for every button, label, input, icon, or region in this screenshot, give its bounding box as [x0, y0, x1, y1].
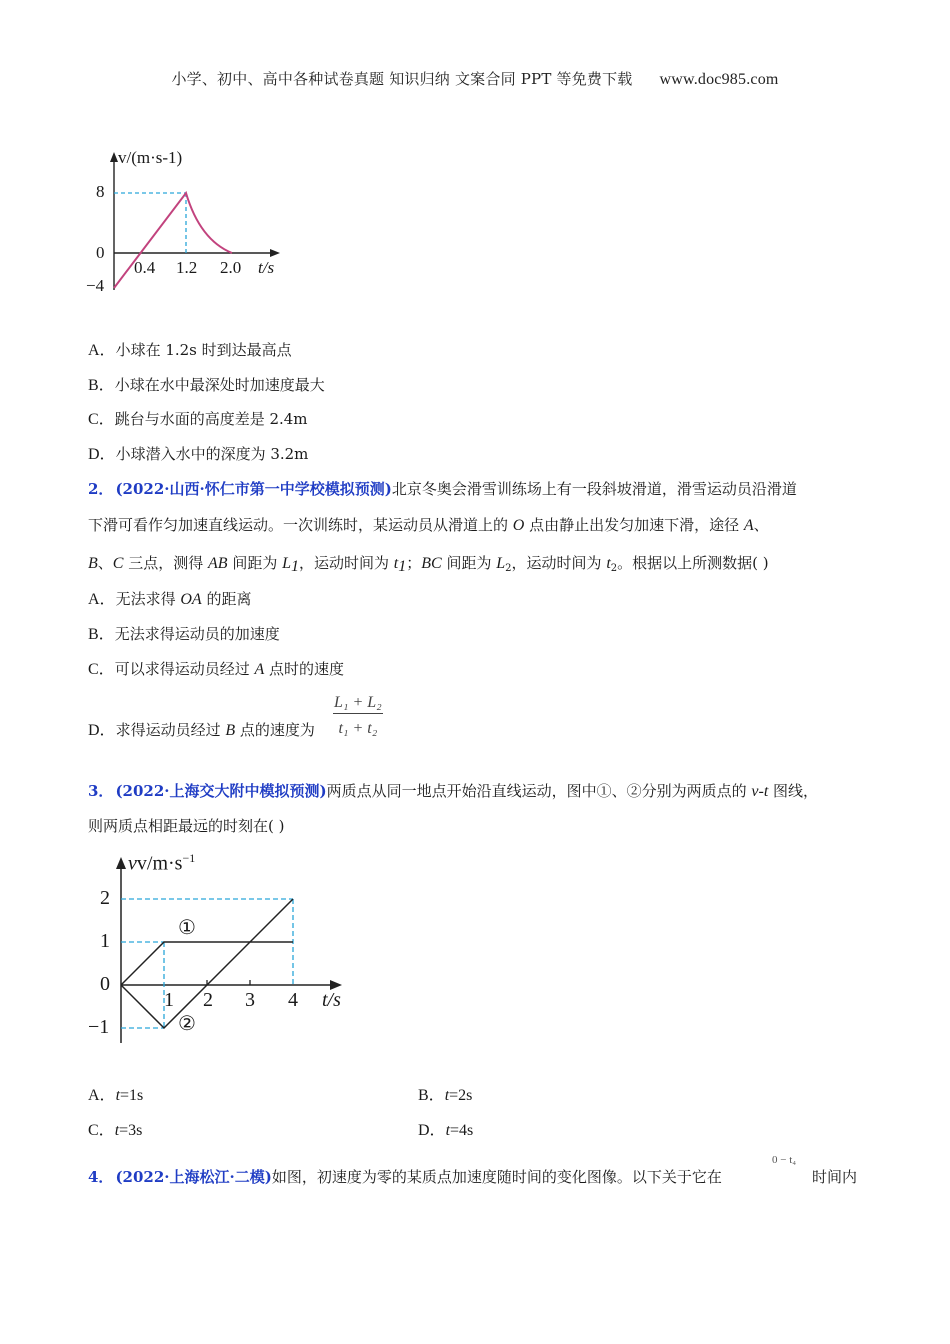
page-header [0, 68, 950, 89]
header-text: 小学、初中、高中各种试卷真题 知识归纳 文案合同 PPT 等免费下载 [171, 70, 633, 88]
q1-ylabel: v/(m·s-1) [118, 148, 183, 167]
q1-vt-chart [86, 140, 310, 300]
q3-xtick-1: 1 [164, 989, 174, 1011]
q1-ytick-8: 8 [96, 182, 105, 201]
q3-xtick-4: 4 [288, 989, 298, 1011]
q3-ylabel: $vv/m\cdot s^{-1}$ [128, 851, 196, 875]
q4-time-range: 0 − t₄ [772, 1154, 797, 1166]
q3-option-a[interactable]: A．t=1s [88, 1087, 144, 1104]
q2-stem-line3: B、C 三点，测得 AB 间距为 $L_1$，运动时间为 $t_1$；BC 间距为 $L_2$，运动时间为 $t_2$。根据以上所测数据( ) [88, 554, 769, 575]
q3-ytick-0: 0 [100, 973, 110, 995]
q1-ytick-0: 0 [96, 243, 105, 262]
q4-stem-line1: 4． (2022·上海松江·二模)如图，初速度为零的某质点加速度随时间的变化图像。以下关于它在 [88, 1168, 722, 1186]
q3-ytick-1: 1 [100, 930, 110, 952]
q2-option-c[interactable]: C．可以求得运动员经过 A 点时的速度 [88, 660, 345, 678]
q3-series1-label: ① [178, 915, 196, 939]
q3-vt-chart [90, 843, 360, 1053]
q3-option-b[interactable]: B．t=2s [418, 1087, 473, 1104]
q3-option-d[interactable]: D．t=4s [418, 1122, 474, 1139]
q1-xtick-1.2: 1.2 [176, 258, 198, 277]
q3-series2-label: ② [178, 1011, 196, 1035]
q1-xtick-2.0: 2.0 [220, 258, 242, 277]
q2-stem-line2: 下滑可看作匀加速直线运动。一次训练时，某运动员从滑道上的 O 点由静止出发匀加速下滑，途径 A、 [88, 516, 769, 534]
q3-xtick-2: 2 [203, 989, 213, 1011]
q1-option-b[interactable]: B．小球在水中最深处时加速度最大 [88, 376, 325, 394]
q2-option-b[interactable]: B．无法求得运动员的加速度 [88, 625, 280, 643]
q3-stem-line1: 3． (2022·上海交大附中模拟预测)两质点从同一地点开始沿直线运动，图中①、②分别为两质点的 v-t 图线， [88, 782, 819, 800]
q3-xlabel: t/s [322, 989, 341, 1011]
q1-xlabel: t/s [258, 258, 275, 277]
q2-stem-line1: 2． (2022·山西·怀仁市第一中学校模拟预测)北京冬奥会滑雪训练场上有一段斜坡滑道，滑雪运动员沿滑道 [88, 480, 797, 498]
q1-option-d[interactable]: D．小球潜入水中的深度为 3.2m [88, 445, 309, 463]
q1-option-a[interactable]: A．小球在 1.2s 时到达最高点 [88, 341, 292, 359]
q2-option-a[interactable]: A．无法求得 OA 的距离 [88, 590, 252, 608]
q3-xtick-3: 3 [245, 989, 255, 1011]
q3-stem-line2: 则两质点相距最远的时刻在( ) [88, 817, 285, 835]
q3-ytick-neg1: −1 [88, 1016, 110, 1038]
q1-ytick-neg4: −4 [86, 276, 105, 295]
header-site-link[interactable]: www.doc985.com [659, 71, 779, 88]
q3-option-c[interactable]: C．t=3s [88, 1122, 143, 1139]
q2-source-link[interactable]: 2． (2022·山西·怀仁市第一中学校模拟预测) [88, 480, 392, 498]
q4-source-link[interactable]: 4． (2022·上海松江·二模) [88, 1168, 272, 1186]
q3-source-link[interactable]: 3． (2022·上海交大附中模拟预测) [88, 782, 327, 800]
q1-option-c[interactable]: C．跳台与水面的高度差是 2.4m [88, 410, 308, 428]
q4-stem-tail: 时间内 [812, 1168, 858, 1186]
q2-option-d-fraction: $\frac{\text{L₁ + L₂}}{\text{t₁ + t₂}}$ [334, 694, 382, 737]
q1-xtick-0.4: 0.4 [134, 258, 156, 277]
q3-ytick-2: 2 [100, 887, 110, 909]
q2-option-d[interactable]: D．求得运动员经过 B 点的速度为 [88, 721, 315, 739]
